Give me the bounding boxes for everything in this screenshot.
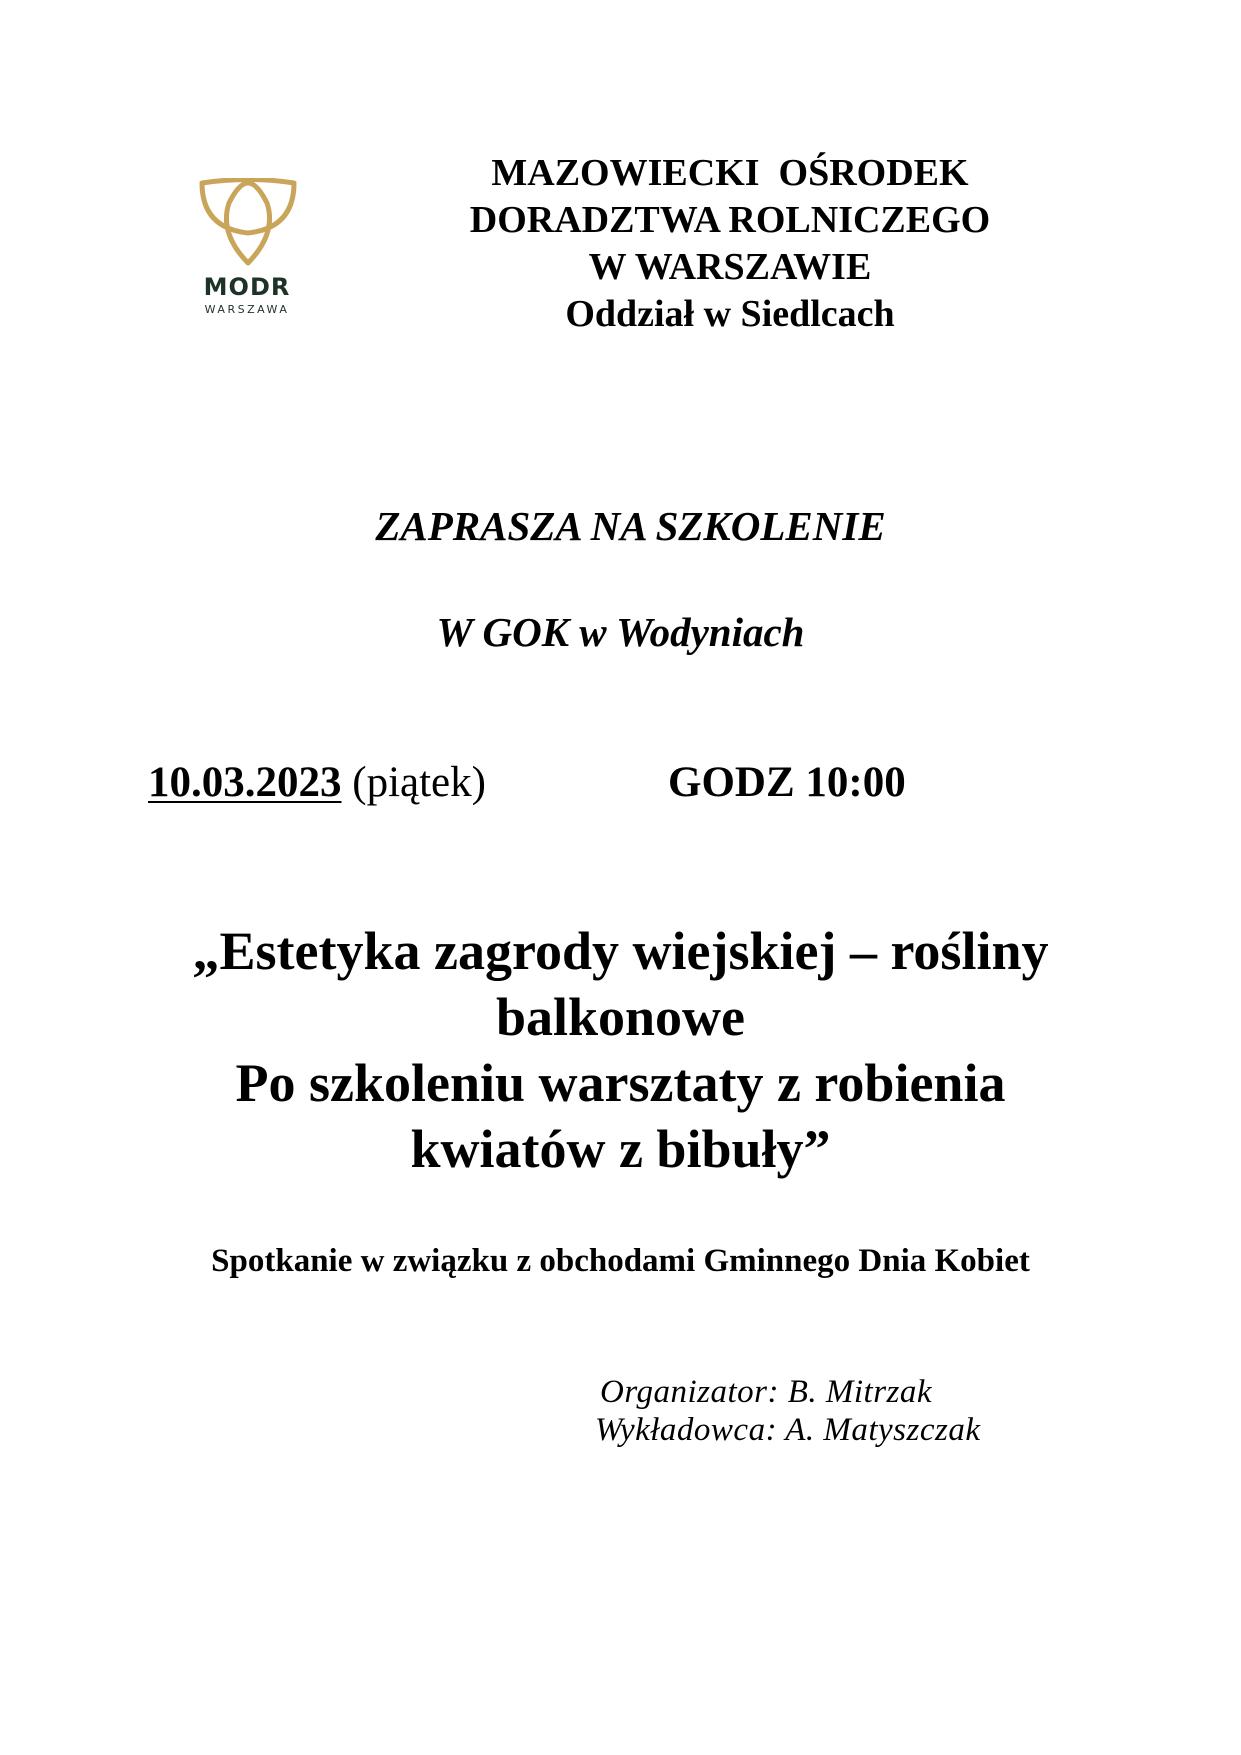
event-date: 10.03.2023	[148, 759, 342, 806]
logo-subtitle: WARSZAWA	[204, 303, 290, 316]
triquetra-emblem-icon	[199, 178, 297, 268]
lecturer-credit: Wykładowca: A. Matyszczak	[595, 1412, 981, 1448]
event-day: (piątek)	[352, 759, 486, 806]
training-title-line: kwiatów z bibuły”	[410, 1119, 831, 1179]
training-title	[70, 918, 1171, 1182]
modr-logo	[195, 178, 305, 328]
organization-line: DORADZTWA ROLNICZEGO	[469, 199, 991, 241]
invitation-heading: ZAPRASZA NA SZKOLENIE	[375, 503, 886, 549]
logo-wordmark: MODR	[203, 273, 291, 301]
organization-branch: Oddział w Siedlcach	[565, 293, 895, 335]
organization-line: W WARSZAWIE	[588, 246, 872, 288]
event-location: W GOK w Wodyniach	[436, 609, 805, 655]
training-title-line: Po szkoleniu warsztaty z robienia	[235, 1053, 1006, 1113]
event-date-row	[148, 758, 486, 807]
organization-header	[390, 150, 1070, 338]
event-occasion: Spotkanie w związku z obchodami Gminnego Dnia Kobiet	[211, 1243, 1030, 1279]
event-time: GODZ 10:00	[668, 759, 906, 806]
organizer-credit: Organizator: B. Mitrzak	[600, 1374, 933, 1410]
training-title-line: „Estetyka zagrody wiejskiej – rośliny	[192, 921, 1049, 981]
credits	[595, 1373, 981, 1449]
organization-line: MAZOWIECKI OŚRODEK	[491, 152, 969, 194]
training-title-line: balkonowe	[495, 987, 746, 1047]
